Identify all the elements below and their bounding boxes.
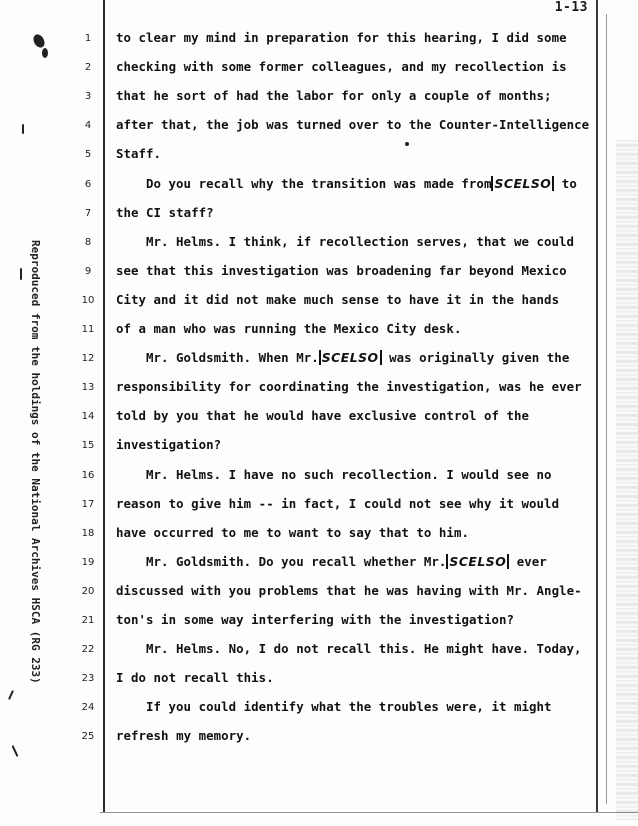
- scan-edge-noise: [616, 140, 638, 820]
- line-text: was originally given the: [381, 350, 570, 365]
- right-margin-rule-secondary: [606, 14, 607, 804]
- line-number: 8: [84, 237, 92, 248]
- line-number: 4: [84, 120, 92, 131]
- line-text: responsibility for coordinating the investigation, was he ever: [116, 379, 582, 394]
- transcript-line: [146, 641, 582, 656]
- page-number: 1-13: [554, 0, 588, 15]
- scan-speck: [20, 268, 22, 280]
- transcript-line: [116, 205, 214, 220]
- scan-speck: [8, 690, 14, 700]
- line-text: after that, the job was turned over to the Counter-Intelligence: [116, 117, 590, 132]
- line-number: 5: [84, 149, 92, 160]
- line-text: Staff.: [116, 146, 162, 161]
- transcript-line: [146, 467, 552, 482]
- line-number: 3: [84, 91, 92, 102]
- bottom-rule: [100, 812, 638, 813]
- line-number: 6: [84, 179, 92, 190]
- line-text: have occurred to me to want to say that to him.: [116, 525, 469, 540]
- redaction-pseudonym: SCELSO: [319, 350, 382, 365]
- scan-speck: [22, 124, 24, 134]
- line-number: 16: [81, 470, 95, 481]
- line-text: reason to give him -- in fact, I could not see why it would: [116, 496, 560, 511]
- archive-stamp: Reproduced from the holdings of the National Archives HSCA (RG 233): [29, 240, 42, 684]
- transcript-line: [116, 263, 567, 278]
- transcript-line: [146, 699, 552, 714]
- transcript-line: [116, 525, 469, 540]
- line-text: Mr. Helms. No, I do not recall this. He might have. Today,: [146, 641, 582, 656]
- line-number: 17: [81, 499, 95, 510]
- line-text: checking with some former colleagues, and my recollection is: [116, 59, 567, 74]
- line-number: 7: [84, 208, 92, 219]
- left-margin-rule: [103, 0, 105, 812]
- line-number: 18: [81, 528, 95, 539]
- transcript-line: [116, 146, 161, 161]
- transcript-line: [116, 496, 559, 511]
- transcript-line: [146, 234, 574, 249]
- transcript-line: [146, 554, 547, 569]
- scan-speck: [42, 48, 48, 58]
- line-text: refresh my memory.: [116, 728, 252, 743]
- scan-speck: [31, 32, 47, 49]
- line-text: I do not recall this.: [116, 670, 274, 685]
- line-number: 1: [84, 33, 92, 44]
- line-text: investigation?: [116, 437, 222, 452]
- line-number: 15: [81, 440, 95, 451]
- line-number: 21: [81, 615, 95, 626]
- line-text: If you could identify what the troubles were, it might: [146, 699, 552, 714]
- transcript-line: [116, 670, 274, 685]
- line-number: 19: [81, 557, 95, 568]
- line-text: ever: [509, 554, 547, 569]
- line-number: 11: [81, 324, 95, 335]
- transcript-line: [116, 292, 559, 307]
- line-text: of a man who was running the Mexico City desk.: [116, 321, 462, 336]
- line-text: see that this investigation was broadening far beyond Mexico: [116, 263, 567, 278]
- transcript-line: [116, 88, 552, 103]
- transcript-line: [116, 59, 567, 74]
- line-number: 9: [84, 266, 92, 277]
- right-margin-rule: [596, 0, 598, 812]
- transcript-line: [116, 30, 567, 45]
- line-text: that he sort of had the labor for only a couple of months;: [116, 88, 552, 103]
- scan-speck: [405, 142, 409, 146]
- line-number: 20: [81, 586, 95, 597]
- transcript-line: [116, 583, 582, 598]
- line-text: Do you recall why the transition was made from: [146, 176, 492, 191]
- redaction-pseudonym: SCELSO: [491, 176, 554, 191]
- line-text: told by you that he would have exclusive control of the: [116, 408, 530, 423]
- line-number: 12: [81, 353, 95, 364]
- line-number: 2: [84, 62, 92, 73]
- line-number: 25: [81, 731, 95, 742]
- transcript-line: [116, 437, 221, 452]
- redaction-pseudonym: SCELSO: [446, 554, 509, 569]
- line-number: 23: [81, 673, 95, 684]
- line-text: ton's in some way interfering with the investigation?: [116, 612, 515, 627]
- transcript-line: [146, 176, 577, 191]
- line-number: 13: [81, 382, 95, 393]
- scan-speck: [12, 745, 19, 757]
- line-number: 14: [81, 411, 95, 422]
- transcript-line: [116, 612, 514, 627]
- transcript-line: [116, 117, 589, 132]
- line-number: 22: [81, 644, 95, 655]
- transcript-line: [116, 728, 251, 743]
- line-text: City and it did not make much sense to have it in the hands: [116, 292, 560, 307]
- transcript-line: [146, 350, 569, 365]
- line-text: to clear my mind in preparation for this hearing, I did some: [116, 30, 567, 45]
- line-text: Mr. Goldsmith. Do you recall whether Mr.: [146, 554, 447, 569]
- transcript-line: [116, 408, 529, 423]
- line-text: Mr. Helms. I think, if recollection serves, that we could: [146, 234, 575, 249]
- line-number: 10: [81, 295, 95, 306]
- line-text: discussed with you problems that he was having with Mr. Angle-: [116, 583, 582, 598]
- line-number: 24: [81, 702, 95, 713]
- transcript-line: [116, 321, 461, 336]
- line-text: to: [554, 176, 577, 191]
- line-text: the CI staff?: [116, 205, 214, 220]
- line-text: Mr. Goldsmith. When Mr.: [146, 350, 319, 365]
- transcript-line: [116, 379, 582, 394]
- line-text: Mr. Helms. I have no such recollection. I would see no: [146, 467, 552, 482]
